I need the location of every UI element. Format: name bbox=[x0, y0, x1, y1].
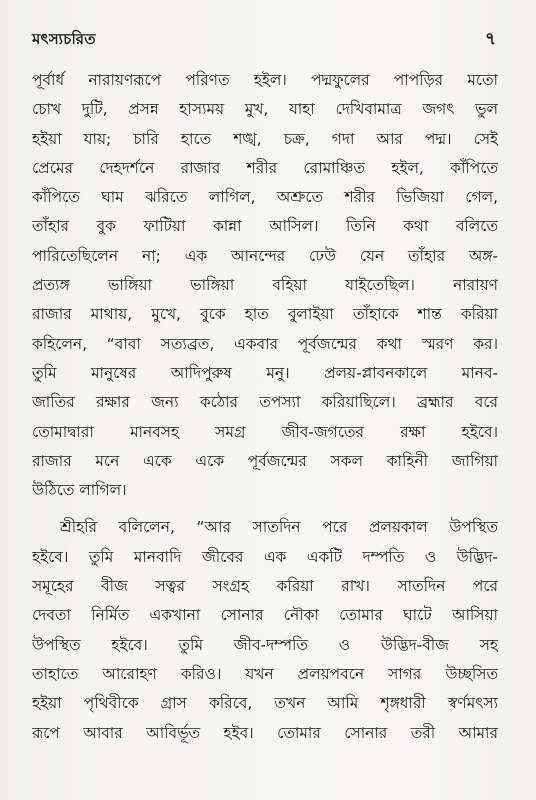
text-line: দেবতা নির্মিত একখানা সোনার নৌকা তোমার ঘাটে আসিয়া bbox=[32, 606, 498, 625]
text-line: পারিতেছিলেন না; এক আনন্দের ঢেউ যেন তাঁহার অঙ্গ- bbox=[32, 246, 498, 265]
text-line: উঠিতে লাগিল। bbox=[32, 481, 127, 500]
text-line: সমূহের বীজ সত্বর সংগ্রহ করিয়া রাখ। সাতদিন পরে bbox=[32, 577, 498, 596]
text-line: রূপে আবার আবির্ভূত হইব। তোমার সোনার তরী আমার bbox=[32, 723, 498, 742]
text-line: শ্রীহরি বলিলেন, “আর সাতদিন পরে প্রলয়কাল উপস্থিত bbox=[60, 518, 498, 537]
text-line: পূর্বার্ধ নারায়ণরূপে পরিণত হইল। পদ্মফুলের পাপড়ির মতো bbox=[32, 71, 498, 89]
text-line: প্রত্যঙ্গ ভাঙ্গিয়া ভাঙ্গিয়া বহিয়া যাইতেছিল। নারায়ণ bbox=[32, 276, 498, 295]
text-line: প্রেমের দেহদর্শনে রাজার শরীর রোমাঞ্চিত হইল, কাঁপিতে bbox=[32, 158, 498, 177]
text-line: হইয়া পৃথিবীকে গ্রাস করিবে, তখন আমি শৃঙ্গধারী স্বর্ণমৎস্য bbox=[32, 694, 498, 713]
body-text bbox=[32, 66, 498, 748]
running-head: মৎস্যচরিত bbox=[32, 30, 96, 48]
paragraph-gap bbox=[32, 505, 498, 513]
text-line: উপস্থিত হইবে। তুমি জীব-দম্পতি ও উদ্ভিদ-বীজ সহ bbox=[32, 635, 498, 654]
page-header bbox=[32, 26, 498, 66]
text-line: তাঁহার বুক ফাটিয়া কান্না আসিল। তিনি কথা বলিতে bbox=[32, 217, 498, 236]
text-line: হইয়া যায়; চারি হাতে শঙ্খ, চক্র, গদা আর পদ্ম। সেই bbox=[32, 129, 498, 148]
text-line: হইবে। তুমি মানবাদি জীবের এক একটি দম্পতি ও উদ্ভিদ- bbox=[32, 547, 498, 566]
text-line: কাঁপিতে ঘাম ঝরিতে লাগিল, অশ্রুতে শরীর ভিজিয়া গেল, bbox=[32, 188, 498, 207]
text-line: রাজার মাথায়, মুখে, বুকে হাত বুলাইয়া তাঁহাকে শান্ত করিয়া bbox=[32, 305, 498, 324]
text-line: রাজার মনে একে একে পূর্বজন্মের সকল কাহিনী জাগিয়া bbox=[32, 451, 498, 470]
text-line: তোমাদ্বারা মানবসহ সমগ্র জীব-জগতের রক্ষা হইবে। bbox=[32, 422, 498, 441]
text-line: জাতির রক্ষার জন্য কঠোর তপস্যা করিয়াছিলে। ব্রহ্মার বরে bbox=[32, 393, 498, 412]
text-line: চোখ দুটি, প্রসন্ন হাস্যময় মুখ, যাহা দেখিবামাত্র জগৎ ভুল bbox=[32, 100, 498, 119]
text-line: তাহাতে আরোহণ করিও। যখন প্রলয়পবনে সাগর উচ্ছসিত bbox=[32, 664, 498, 683]
text-line: তুমি মানুষের আদিপুরুষ মনু। প্রলয়-প্লাবনকালে মানব- bbox=[32, 363, 498, 382]
text-line: কহিলেন, “বাবা সত্যব্রত, একবার পূর্বজন্মের কথা স্মরণ কর। bbox=[32, 334, 498, 353]
page-number: ৭ bbox=[484, 29, 496, 49]
